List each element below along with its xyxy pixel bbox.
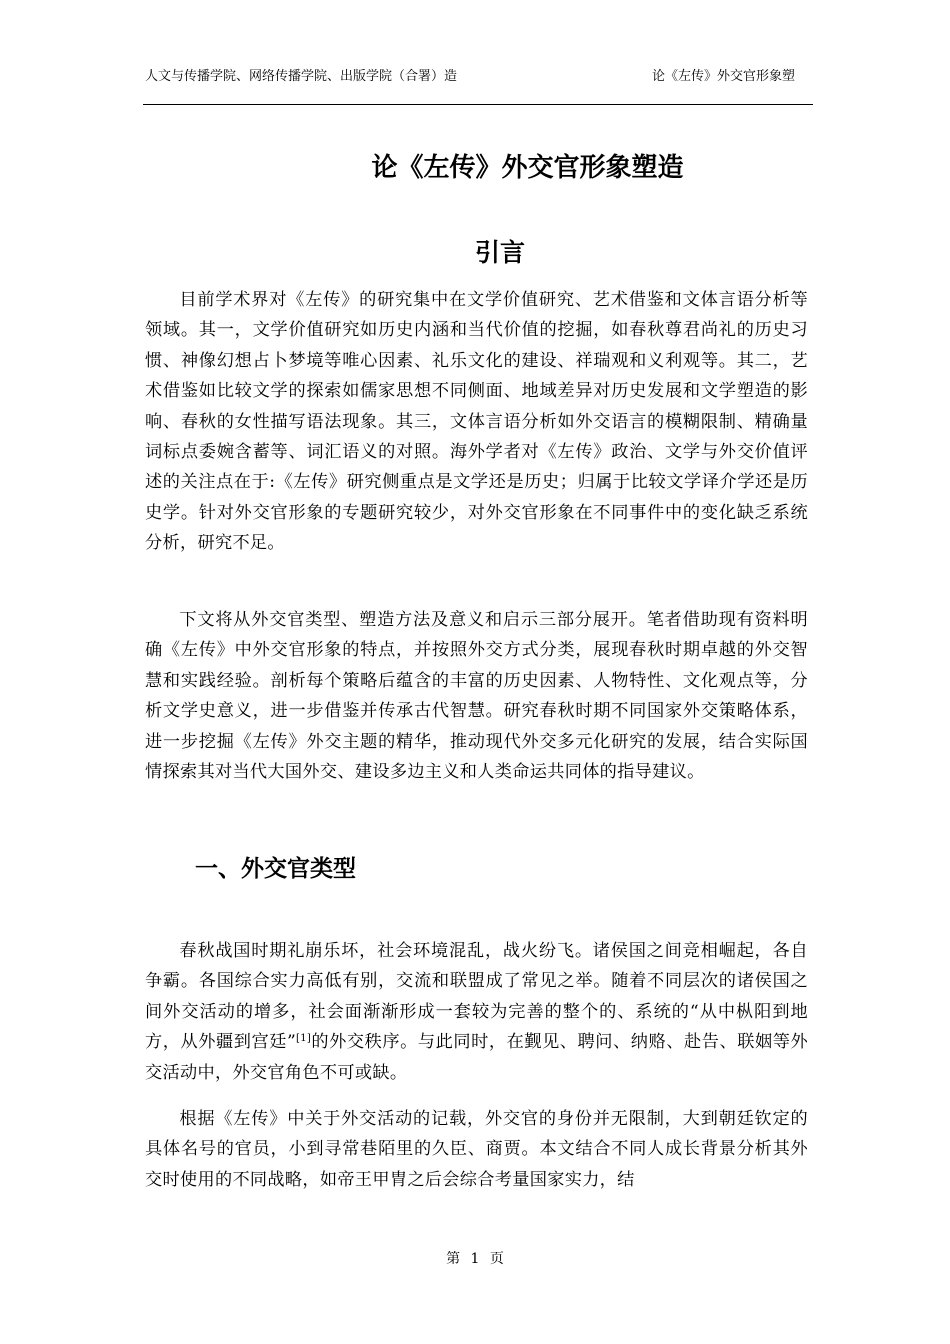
header-running-title: 论《左传》外交官形象塑 — [651, 69, 795, 84]
intro-heading: 引言 — [474, 238, 525, 267]
document-title: 论《左传》外交官形象塑造 — [371, 153, 684, 183]
intro-paragraph-2: 下文将从外交官类型、塑造方法及意义和启示三部分展开。笔者借助现有资料明确《左传》中外交官形象的特点，并按照外交方式分类，展现春秋时期卓越的外交智慧和实践经验。剖析每个策略后蕴含的丰富的历史因素、人物特性、文化观点等，分析文学史意义，进一步借鉴并传承古代智慧。研究春秋时期不同国家外交策略体系，进一步挖掘《左传》外交主题的精华，推动现代外交多元化研究的发展，结合实际国情探索其对当代大国外交、建设多边主义和人类命运共同体的指导建议。 — [145, 610, 808, 783]
citation-ref-1: [1] — [296, 1033, 312, 1045]
section1-p1-text-b: 的外交秩序。与此同时，在觐见、聘问、纳赂、赴告、联姻等外交活动中，外交官角色不可或缺。 — [145, 1032, 808, 1083]
page-header — [143, 68, 813, 105]
header-institution: 人文与传播学院、网络传播学院、出版学院（合署）造 — [145, 69, 458, 84]
section1-p1-text-a: 春秋战国时期礼崩乐坏，社会环境混乱，战火纷飞。诸侯国之间竞相崛起，各自争霸。各国综合实力高低有别，交流和联盟成了常见之举。随着不同层次的诸侯国之间外交活动的增多，社会面渐渐形成一套较为完善的整个的、系统的“从中枞阳到地方，从外疆到宫廷” — [145, 941, 808, 1053]
section1-paragraph-1 — [145, 936, 808, 1088]
intro-paragraph-1: 目前学术界对《左传》的研究集中在文学价值研究、艺术借鉴和文体言语分析等领域。其一，文学价值研究如历史内涵和当代价值的挖掘，如春秋尊君尚礼的历史习惯、神像幻想占卜梦境等唯心因素、礼乐文化的建设、祥瑞观和义利观等。其二，艺术借鉴如比较文学的探索如儒家思想不同侧面、地域差异对历史发展和文学塑造的影响、春秋的女性描写语法现象。其三，文体言语分析如外交语言的模糊限制、精确量词标点委婉含蓄等、词汇语义的对照。海外学者对《左传》政治、文学与外交价值评述的关注点在于:《左传》研究侧重点是文学还是历史；归属于比较文学译介学还是历史学。针对外交官形象的专题研究较少，对外交官形象在不同事件中的变化缺乏系统分析，研究不足。 — [145, 290, 808, 554]
page-number: 第 1 页 — [446, 1251, 504, 1267]
section1-paragraph-2: 根据《左传》中关于外交活动的记载，外交官的身份并无限制，大到朝廷钦定的具体名号的官员，小到寻常巷陌里的久臣、商贾。本文结合不同人成长背景分析其外交时使用的不同战略，如帝王甲胄之后会综合考量国家实力，结 — [145, 1109, 808, 1190]
section-heading-diplomat-types: 一、外交官类型 — [195, 856, 356, 882]
